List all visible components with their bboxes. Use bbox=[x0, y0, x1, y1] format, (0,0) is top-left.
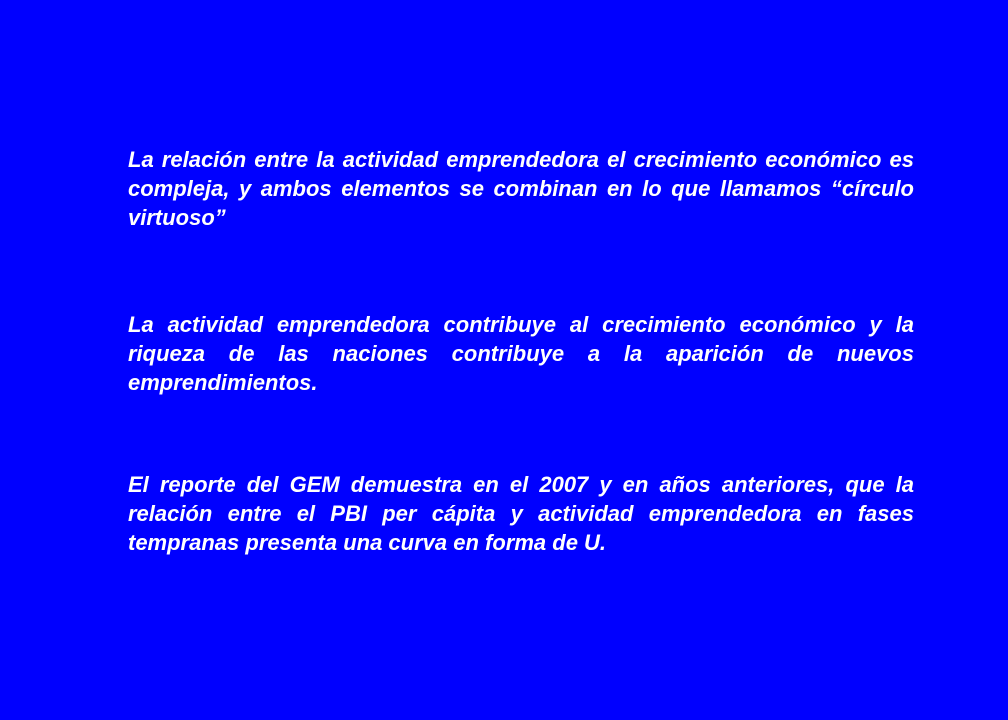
paragraph-entrepreneurship-growth: La actividad emprendedora contribuye al crecimiento económico y la riqueza de las naciones contribuye a la aparición de nuevos emprendimientos. bbox=[128, 312, 914, 395]
paragraph-virtuous-circle: La relación entre la actividad emprendedora el crecimiento económico es compleja, y ambos elementos se combinan en lo que llamamos “círculo virtuoso” bbox=[128, 147, 914, 230]
paragraph-gem-report: El reporte del GEM demuestra en el 2007 y en años anteriores, que la relación entre el PBI per cápita y actividad emprendedora en fases tempranas presenta una curva en forma de U. bbox=[128, 472, 914, 555]
